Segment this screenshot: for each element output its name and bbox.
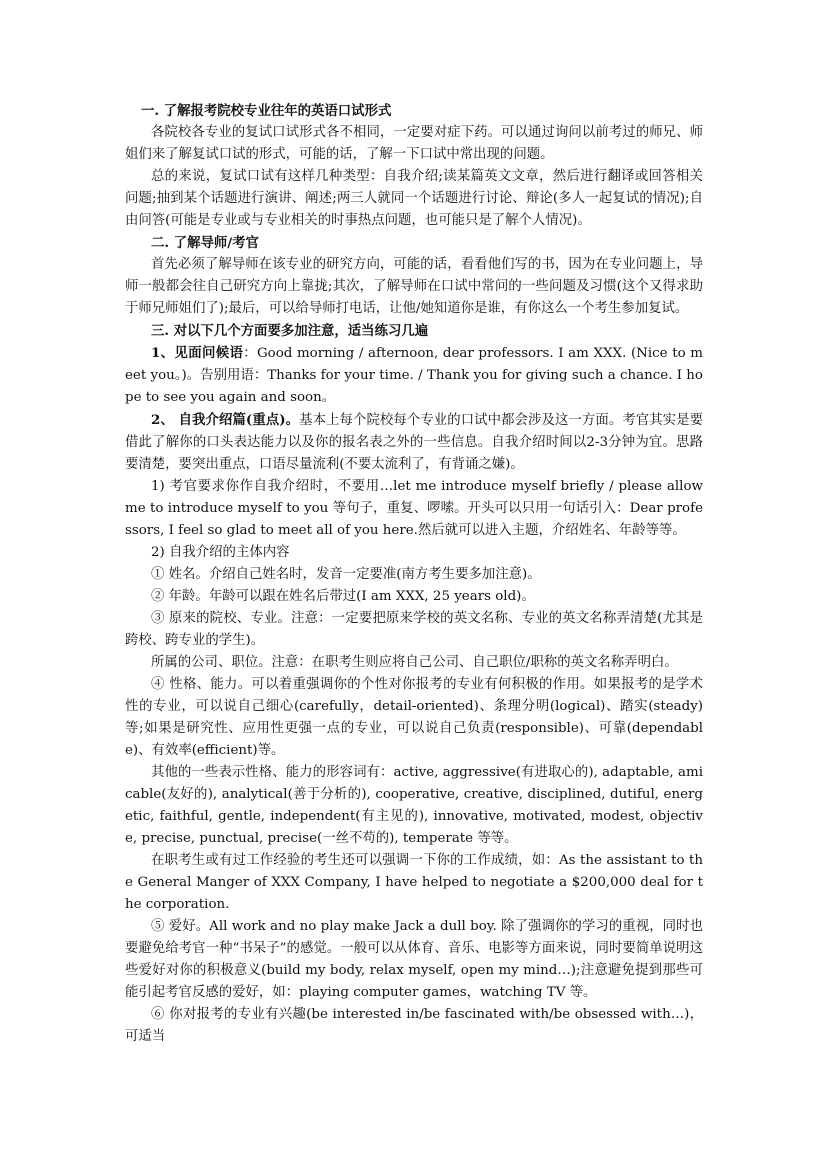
paragraph: ④ 性格、能力。可以着重强调你的个性对你报考的专业有何积极的作用。如果报考的是学术性的专业，可以说自己细心(carefully，detail-oriented)、条理分明(logical)、踏实(steady)等;如果是研究性、应用性更强一点的专业，可以说自己负责(responsible)、可靠(dependable)、有效率(efficient)等。 xyxy=(125,677,703,758)
item-label: 2、 自我介绍篇(重点)。 xyxy=(151,412,300,428)
paragraph: 首先必须了解导师在该专业的研究方向，可能的话，看看他们写的书，因为在专业问题上，导师一般都会往自己研究方向上靠拢;其次，了解导师在口试中常问的一些问题及习惯(这个又得求助于师兄师姐们了);最后，可以给导师打电话，让他/她知道你是谁，有你这么一个考生参加复试。 xyxy=(125,257,703,316)
item-text: 基本上每个院校每个专业的口试中都会涉及这一方面。考官其实是要借此了解你的口头表达能力以及你的报名表之外的一些信息。自我介绍时间以2-3分钟为宜。思路要清楚，要突出重点，口语尽量流利(不要太流利了，有背诵之嫌)。 xyxy=(125,413,704,472)
paragraph: ① 姓名。介绍自己姓名时，发音一定要准(南方考生要多加注意)。 xyxy=(151,567,541,582)
paragraph: 在职考生或有过工作经验的考生还可以强调一下你的工作成绩，如：As the assistant to the General Manger of XXX Company, I have helped to negotiate a $200,000 deal for the corporation. xyxy=(125,853,703,912)
section-1-heading: 一. 了解报考院校专业往年的英语口试形式 xyxy=(141,103,392,119)
paragraph: 1) 考官要求你作自我介绍时，不要用…let me introduce myself briefly / please allow me to introduce myself to you 等句子，重复、啰嗦。开头可以只用一句话引入：Dear professors, I feel so glad to meet all of you here.然后就可以进入主题，介绍姓名、年龄等等。 xyxy=(125,479,703,538)
item-label: 1、见面问候语 xyxy=(151,345,244,361)
paragraph-self-intro xyxy=(125,409,703,476)
paragraph: 所属的公司、职位。注意：在职考生则应将自己公司、自己职位/职称的英文名称弄明白。 xyxy=(151,655,678,670)
section-2-heading: 二. 了解导师/考官 xyxy=(151,235,259,251)
paragraph: 总的来说，复试口试有这样几种类型：自我介绍;读某篇英文文章，然后进行翻译或回答相关问题;抽到某个话题进行演讲、阐述;两三人就同一个话题进行讨论、辩论(多人一起复试的情况);自由问答(可能是专业或与专业相关的时事热点问题，也可能只是了解个人情况)。 xyxy=(125,169,703,228)
paragraph: ③ 原来的院校、专业。注意：一定要把原来学校的英文名称、专业的英文名称弄清楚(尤其是跨校、跨专业的学生)。 xyxy=(125,611,703,648)
paragraph: ⑥ 你对报考的专业有兴趣(be interested in/be fascinated with/be obsessed with…)，可适当 xyxy=(125,1007,703,1044)
paragraph: 其他的一些表示性格、能力的形容词有：active, aggressive(有进取心的), adaptable, amicable(友好的), analytical(善于分析的), cooperative, creative, disciplined, dutiful, energetic, faithful, gentle, independent(有主见的), innovative, motivated, modest, objective, precise, punctual, precise(一丝不苟的), temperate 等等。 xyxy=(125,765,703,846)
section-3-heading: 三. 对以下几个方面要多加注意，适当练习几遍 xyxy=(151,323,429,339)
item-text: ：Good morning / afternoon, dear professors. I am XXX. (Nice to meet you。)。告别用语：Thanks for your time. / Thank you for giving such a chance. I hope to see you again and soon。 xyxy=(125,346,703,405)
paragraph-greeting xyxy=(125,342,703,409)
document-body xyxy=(125,100,703,1048)
paragraph: 各院校各专业的复试口试形式各不相同，一定要对症下药。可以通过询问以前考过的师兄、师姐们来了解复试口试的形式，可能的话，了解一下口试中常出现的问题。 xyxy=(125,125,703,162)
paragraph: 2) 自我介绍的主体内容 xyxy=(151,545,290,560)
paragraph: ② 年龄。年龄可以跟在姓名后带过(I am XXX, 25 years old)。 xyxy=(151,589,535,604)
paragraph: ⑤ 爱好。All work and no play make Jack a dull boy. 除了强调你的学习的重视，同时也要避免给考官一种“书呆子”的感觉。一般可以从体育、音乐、电影等方面来说，同时要简单说明这些爱好对你的积极意义(build my body, relax myself, open my mind…);注意避免提到那些可能引起考官反感的爱好，如：playing computer games，watching TV 等。 xyxy=(125,919,703,1000)
